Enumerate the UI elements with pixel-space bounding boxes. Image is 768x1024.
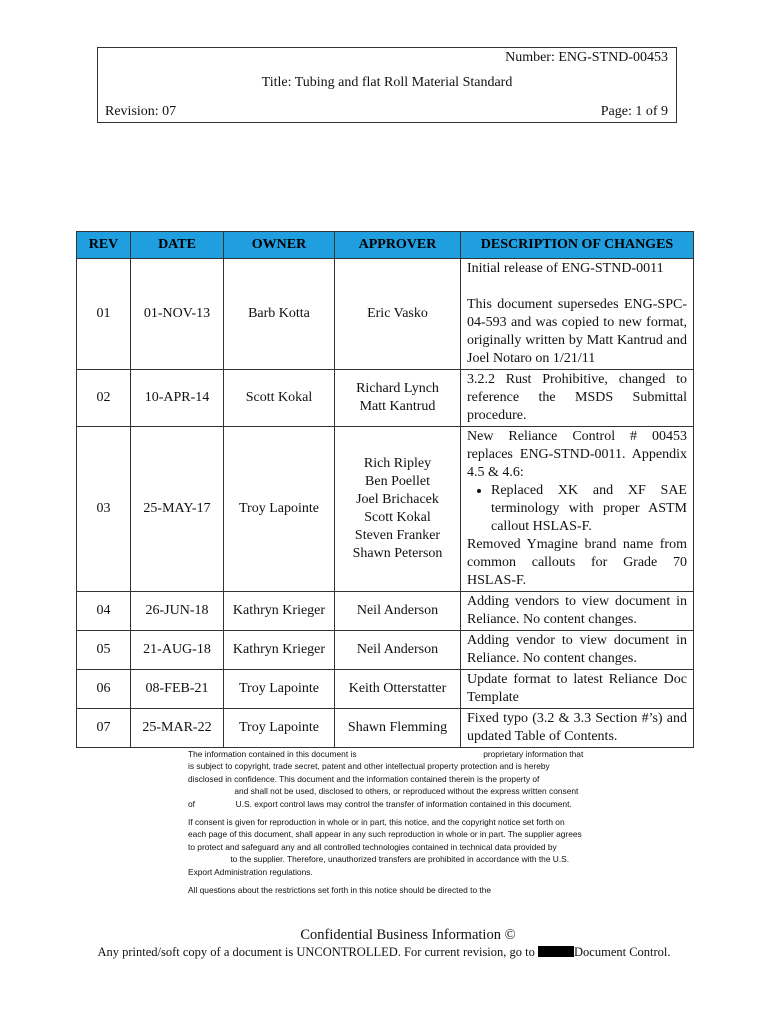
table-header-row [77, 232, 694, 259]
table-row [77, 370, 694, 427]
notice-text: If consent is given for reproduction in whole or in part, this notice, and the copyright notice set forth on each page of this document, shall appear in any such reproduction in whole or in part. The supplier agrees to protect and safeguard any and all controlled technologies contained in technical data provided by [188, 817, 582, 852]
approver-cell [335, 427, 461, 592]
table-row [77, 259, 694, 370]
column-header-owner: OWNER [224, 232, 335, 259]
rev-cell: 03 [77, 427, 131, 592]
revision-history-table [76, 231, 694, 748]
approver-name: Shawn Flemming [347, 720, 448, 735]
column-header-date: DATE [131, 232, 224, 259]
owner-cell: Kathryn Krieger [224, 631, 335, 670]
notice-text: proprietary information that is subject to copyright, trade secret, patent and other intellectual property protection and is hereby disclosed in confidence. This document and the information contained therein is the property of [188, 749, 584, 784]
date-cell: 21-AUG-18 [131, 631, 224, 670]
document-revision: Revision: 07 [105, 104, 177, 119]
description-cell [461, 709, 694, 748]
description-line: Fixed typo (3.2 & 3.3 Section #’s) and updated Table of Contents. [467, 711, 687, 744]
uncontrolled-text: Any printed/soft copy of a document is UNCONTROLLED. For current revision, go to [97, 945, 535, 959]
approver-cell [335, 709, 461, 748]
date-cell: 25-MAR-22 [131, 709, 224, 748]
owner-cell: Kathryn Krieger [224, 592, 335, 631]
rev-cell: 07 [77, 709, 131, 748]
document-control-text: Document Control. [574, 945, 671, 959]
notice-text: to the supplier. Therefore, unauthorized transfers are prohibited in accordance with the U.S. Export Administration regulations. [188, 854, 570, 877]
owner-cell: Troy Lapointe [224, 709, 335, 748]
proprietary-notice [188, 748, 584, 902]
owner-cell: Barb Kotta [224, 259, 335, 370]
date-cell: 25-MAY-17 [131, 427, 224, 592]
notice-text: and shall not be used, disclosed to others, or reproduced without the express written consent of [188, 786, 579, 809]
spacer [467, 278, 687, 296]
rev-cell: 06 [77, 670, 131, 709]
rev-cell: 02 [77, 370, 131, 427]
description-line: This document supersedes ENG-SPC-04-593 and was copied to new format, originally written by Matt Kantrud and Joel Notaro on 1/21/11 [467, 297, 687, 366]
description-line: Initial release of ENG-STND-0011 [467, 261, 664, 276]
column-header-approver: APPROVER [335, 232, 461, 259]
table-row [77, 631, 694, 670]
rev-cell: 04 [77, 592, 131, 631]
approver-cell [335, 592, 461, 631]
notice-paragraph [188, 748, 584, 810]
notice-text: All questions about the restrictions set forth in this notice should be directed to the [188, 885, 492, 896]
approver-cell [335, 259, 461, 370]
date-cell: 10-APR-14 [131, 370, 224, 427]
table-row [77, 670, 694, 709]
approver-name: Keith Otterstatter [348, 681, 447, 696]
approver-name: Joel Brichacek [356, 492, 439, 507]
approver-name: Scott Kokal [364, 510, 431, 525]
description-line: Update format to latest Reliance Doc Template [467, 672, 687, 705]
document-title: Title: Tubing and flat Roll Material Standard [261, 75, 513, 90]
description-bullet: • Replaced XK and XF SAE terminology with proper ASTM callout HSLAS-F. [491, 482, 687, 536]
description-cell [461, 670, 694, 709]
column-header-rev: REV [77, 232, 131, 259]
notice-text: The information contained in this document is [188, 749, 357, 759]
redaction-bar [538, 946, 574, 957]
description-line: 3.2.2 Rust Prohibitive, changed to reference the MSDS Submittal procedure. [467, 372, 687, 423]
approver-cell [335, 631, 461, 670]
table-row [77, 709, 694, 748]
description-line: Removed Ymagine brand name from common callouts for Grade 70 HSLAS-F. [467, 537, 687, 588]
document-header [97, 47, 677, 123]
notice-text: U.S. export control laws may control the transfer of information contained in this document. [235, 798, 572, 809]
rev-cell: 01 [77, 259, 131, 370]
table-row [77, 592, 694, 631]
approver-name: Neil Anderson [356, 603, 439, 618]
notice-paragraph [188, 884, 584, 896]
description-bullet-list [467, 482, 687, 536]
owner-cell: Scott Kokal [224, 370, 335, 427]
approver-cell [335, 370, 461, 427]
approver-name: Rich Ripley [363, 456, 432, 471]
description-cell [461, 370, 694, 427]
table-row [77, 427, 694, 592]
description-cell [461, 592, 694, 631]
description-cell [461, 259, 694, 370]
document-number: Number: ENG-STND-00453 [505, 50, 668, 65]
approver-name: Ben Poellet [365, 474, 430, 489]
date-cell: 01-NOV-13 [131, 259, 224, 370]
owner-cell: Troy Lapointe [224, 427, 335, 592]
rev-cell: 05 [77, 631, 131, 670]
description-line: Adding vendors to view document in Reliance. No content changes. [467, 594, 687, 627]
column-header-description: DESCRIPTION OF CHANGES [461, 232, 694, 259]
date-cell: 08-FEB-21 [131, 670, 224, 709]
approver-name: Eric Vasko [367, 306, 428, 321]
uncontrolled-notice [0, 945, 768, 960]
approver-name: Richard Lynch [356, 381, 439, 396]
description-cell [461, 631, 694, 670]
approver-name: Neil Anderson [356, 642, 439, 657]
description-line: Adding vendor to view document in Reliance. No content changes. [467, 633, 687, 666]
approver-name: Shawn Peterson [352, 546, 443, 561]
description-cell [461, 427, 694, 592]
description-line: New Reliance Control # 00453 replaces ENG-STND-0011. Appendix 4.5 & 4.6: [467, 429, 687, 480]
approver-name: Steven Franker [354, 528, 441, 543]
owner-cell: Troy Lapointe [224, 670, 335, 709]
page-indicator: Page: 1 of 9 [600, 104, 668, 119]
date-cell: 26-JUN-18 [131, 592, 224, 631]
confidential-label: Confidential Business Information © [300, 927, 516, 943]
approver-name: Matt Kantrud [359, 399, 436, 414]
approver-cell [335, 670, 461, 709]
notice-paragraph [188, 816, 584, 878]
